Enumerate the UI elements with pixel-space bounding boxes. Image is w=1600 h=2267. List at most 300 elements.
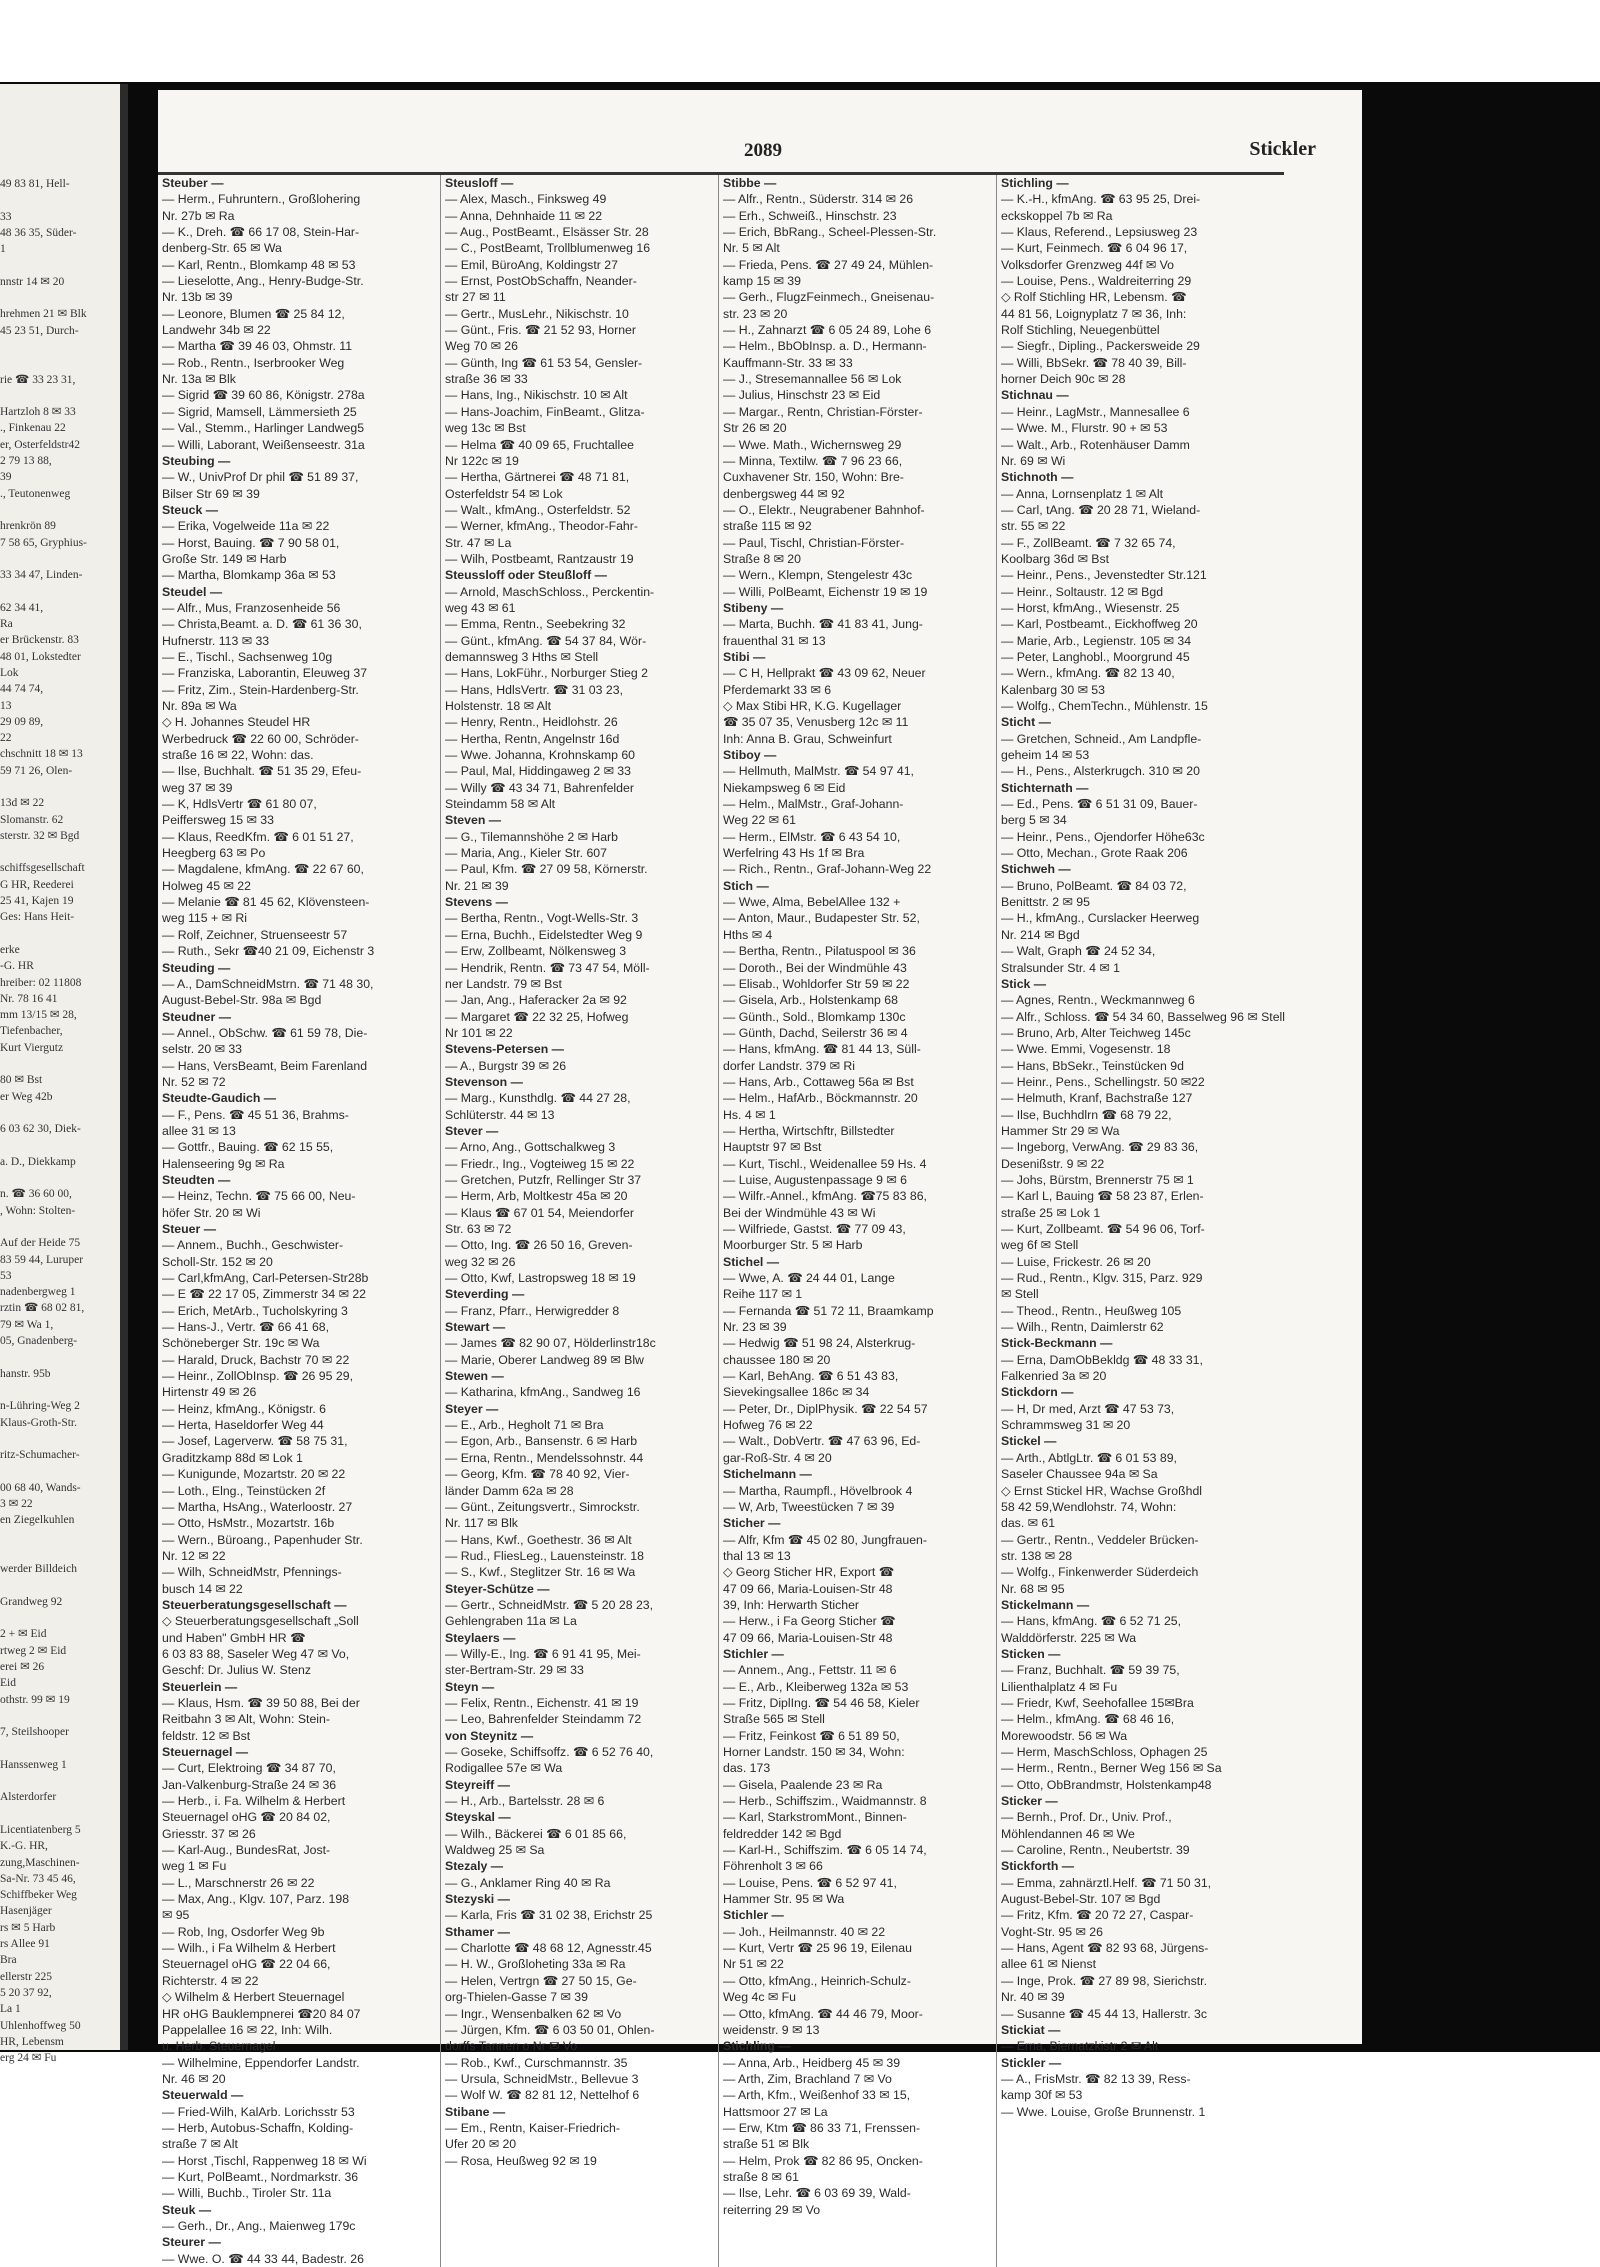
directory-line: kamp 15 ✉ 39 bbox=[723, 274, 801, 289]
directory-line: — Heinz, kfmAng., Königstr. 6 bbox=[162, 1401, 327, 1416]
directory-line: — Ingr., Wensenbalken 62 ✉ Vo bbox=[445, 2006, 622, 2021]
directory-line: — Hans-Joachim, FinBeamt., Glitza- bbox=[445, 404, 645, 419]
directory-line: — Helm., kfmAng. ☎ 68 46 16, bbox=[1001, 1712, 1175, 1727]
directory-line: Nr. 69 ✉ Wi bbox=[1001, 453, 1066, 468]
directory-line: — Hans, kfmAng. ☎ 81 44 13, Süll- bbox=[723, 1042, 921, 1057]
directory-line: — Maria, Ang., Kieler Str. 607 bbox=[445, 846, 607, 861]
surname-heading: Stevens — bbox=[445, 895, 508, 910]
directory-line: — Bertha, Rentn., Vogt-Wells-Str. 3 bbox=[445, 911, 639, 926]
directory-line: — Martha ☎ 39 46 03, Ohmstr. 11 bbox=[162, 339, 353, 354]
directory-line: Hths ✉ 4 bbox=[723, 927, 773, 942]
left-page-line: zung,Maschinen- bbox=[0, 1856, 80, 1869]
left-page-line: Hanssenweg 1 bbox=[0, 1758, 67, 1771]
directory-line: Nr. 68 ✉ 95 bbox=[1001, 1581, 1065, 1596]
directory-line: — Fernanda ☎ 51 72 11, Braamkamp bbox=[723, 1303, 934, 1318]
left-page-line: hreiber: 02 11808 bbox=[0, 976, 82, 989]
directory-line: Weg 70 ✉ 26 bbox=[445, 339, 518, 354]
left-page-line bbox=[0, 388, 120, 404]
left-page-line: Bra bbox=[0, 1954, 17, 1967]
surname-heading: Stewart — bbox=[445, 1320, 506, 1335]
directory-line: — Herb., i. Fa. Wilhelm & Herbert bbox=[162, 1794, 346, 1809]
left-page-line: 00 68 40, Wands- bbox=[0, 1481, 81, 1494]
directory-line: — F., ZollBeamt. ☎ 7 32 65 74, bbox=[1001, 535, 1176, 550]
left-page-line: werder Billdeich bbox=[0, 1563, 77, 1576]
running-head: Stickler bbox=[1249, 138, 1316, 160]
directory-line: — Kurt, Tischl., Weidenallee 59 Hs. 4 bbox=[723, 1156, 927, 1171]
directory-line: Hs. 4 ✉ 1 bbox=[723, 1107, 776, 1122]
left-page-line: 59 71 26, Olen- bbox=[0, 764, 73, 777]
directory-line: — Annem., Ang., Fettstr. 11 ✉ 6 bbox=[723, 1663, 897, 1678]
directory-line: Str. 47 ✉ La bbox=[445, 535, 512, 550]
directory-line: — Fritz, Feinkost ☎ 6 51 89 50, bbox=[723, 1728, 900, 1743]
directory-line: Nr. 214 ✉ Bgd bbox=[1001, 927, 1080, 942]
directory-line: — Anna, Dehnhaide 11 ✉ 22 bbox=[445, 208, 603, 223]
directory-line: — Wwe, Alma, BebelAllee 132 + bbox=[723, 895, 901, 910]
surname-heading: Stibeny — bbox=[723, 600, 784, 615]
directory-line: 6 03 83 88, Saseler Weg 47 ✉ Vo, bbox=[162, 1646, 350, 1661]
surname-heading: Stiboy — bbox=[723, 748, 777, 763]
surname-heading: Stichler — bbox=[723, 1908, 784, 1923]
left-page-line: , Wohn: Stolten- bbox=[0, 1204, 76, 1217]
directory-line: — Gertr., SchneidMstr. ☎ 5 20 28 23, bbox=[445, 1597, 654, 1612]
left-page-line: chschnitt 18 ✉ 13 bbox=[0, 748, 83, 761]
left-page-line: 2 + ✉ Eid bbox=[0, 1628, 47, 1641]
directory-line: selstr. 20 ✉ 33 bbox=[162, 1042, 243, 1057]
surname-heading: Sthamer — bbox=[445, 1924, 510, 1939]
directory-line: — Val., Stemm., Harlinger Landweg5 bbox=[162, 421, 365, 436]
surname-heading: Steubing — bbox=[162, 453, 231, 468]
directory-line: 44 81 56, Loignyplatz 7 ✉ 36, Inh: bbox=[1001, 306, 1187, 321]
directory-line: — Wwe. Math., Wichernsweg 29 bbox=[723, 437, 902, 452]
directory-line: — Herw., i Fa Georg Sticher ☎ bbox=[723, 1614, 896, 1629]
left-page-line: Uhlenhoffweg 50 bbox=[0, 2019, 81, 2032]
directory-line: — Erh., Schweiß., Hinschstr. 23 bbox=[723, 208, 897, 223]
left-page-line: Grandweg 92 bbox=[0, 1595, 63, 1608]
directory-line: Hattsmoor 27 ✉ La bbox=[723, 2104, 828, 2119]
directory-line: chaussee 180 ✉ 20 bbox=[723, 1352, 831, 1367]
directory-column-1 bbox=[162, 175, 432, 2267]
directory-line: — Hertha, Gärtnerei ☎ 48 71 81, bbox=[445, 470, 630, 485]
directory-line: feldredder 142 ✉ Bgd bbox=[723, 1826, 842, 1841]
directory-line: — Hans, Agent ☎ 82 93 68, Jürgens- bbox=[1001, 1941, 1209, 1956]
directory-line: — Hans, VersBeamt, Beim Farenland bbox=[162, 1058, 368, 1073]
directory-line: Osterfeldstr 54 ✉ Lok bbox=[445, 486, 563, 501]
directory-line: — Willi, Laborant, Weißenseestr. 31a bbox=[162, 437, 365, 452]
directory-line: Benittstr. 2 ✉ 95 bbox=[1001, 895, 1090, 910]
surname-heading: Stezaly — bbox=[445, 1859, 504, 1874]
directory-line: HR oHG Bauklempnerei ☎20 84 07 bbox=[162, 2006, 361, 2021]
directory-line: — Wwe, A. ☎ 24 44 01, Lange bbox=[723, 1271, 895, 1286]
surname-heading: Stichler — bbox=[723, 1646, 784, 1661]
directory-line: — C., PostBeamt, Trollblumenweg 16 bbox=[445, 241, 651, 256]
directory-line: eckskoppel 7b ✉ Ra bbox=[1001, 208, 1113, 223]
left-page-line: Nr. 78 16 41 bbox=[0, 992, 58, 1005]
surname-heading: Stezyski — bbox=[445, 1892, 510, 1907]
directory-line: — W, Arb, Tweestücken 7 ✉ 39 bbox=[723, 1499, 895, 1514]
directory-line: — Helm., MalMstr., Graf-Johann- bbox=[723, 797, 904, 812]
directory-line: — Günt., Zeitungsvertr., Simrockstr. bbox=[445, 1499, 640, 1514]
business-entry: ◇ Max Stibi HR, K.G. Kugellager bbox=[723, 699, 902, 713]
directory-line: — Fritz, Kfm. ☎ 20 72 27, Caspar- bbox=[1001, 1908, 1194, 1923]
directory-line: Holstenstr. 18 ✉ Alt bbox=[445, 699, 551, 713]
left-page-line: 48 01, Lokstedter bbox=[0, 650, 81, 663]
directory-line: — Franz, Buchhalt. ☎ 59 39 75, bbox=[1001, 1663, 1180, 1678]
left-page-text bbox=[0, 84, 120, 2066]
directory-line: — Karl, Postbeamt., Eickhoffweg 20 bbox=[1001, 617, 1198, 632]
directory-line: — Karl L, Bauing ☎ 58 23 87, Erlen- bbox=[1001, 1189, 1204, 1204]
left-page-line: Hartzloh 8 ✉ 33 bbox=[0, 406, 76, 419]
directory-line: u. Herb. Steuernagel bbox=[162, 2039, 276, 2054]
directory-line: ster-Bertram-Str. 29 ✉ 33 bbox=[445, 1663, 584, 1678]
surname-heading: Sticher — bbox=[723, 1516, 781, 1531]
directory-line: — Herm., ElMstr. ☎ 6 43 54 10, bbox=[723, 829, 901, 844]
directory-line: — Martha, HsAng., Waterloostr. 27 bbox=[162, 1499, 353, 1514]
directory-line: Bilser Str 69 ✉ 39 bbox=[162, 486, 260, 501]
surname-heading: Sticht — bbox=[1001, 715, 1051, 730]
directory-line: — Christa,Beamt. a. D. ☎ 61 36 30, bbox=[162, 617, 362, 632]
surname-heading: Stick-Beckmann — bbox=[1001, 1336, 1113, 1351]
left-page-line: 80 ✉ Bst bbox=[0, 1074, 43, 1087]
directory-line: — Erw, Ktm ☎ 86 33 71, Frenssen- bbox=[723, 2120, 921, 2135]
directory-line: — Wilh., i Fa Wilhelm & Herbert bbox=[162, 1941, 336, 1956]
directory-line: Nr. 52 ✉ 72 bbox=[162, 1074, 226, 1089]
directory-line: — Otto, Mechan., Grote Raak 206 bbox=[1001, 846, 1188, 861]
left-page-line: G HR, Reederei bbox=[0, 878, 74, 891]
directory-line: — Sigrid, Mamsell, Lämmersieth 25 bbox=[162, 404, 357, 419]
surname-heading: Steyer-Schütze — bbox=[445, 1581, 550, 1596]
directory-line: — Elisab., Wohldorfer Str 59 ✉ 22 bbox=[723, 976, 910, 991]
left-page-line bbox=[0, 1105, 120, 1121]
directory-line: straße 16 ✉ 22, Wohn: das. bbox=[162, 748, 314, 763]
directory-line: — Herm, Arb, Moltkestr 45a ✉ 20 bbox=[445, 1189, 628, 1204]
directory-line: — Otto, kfmAng. ☎ 44 46 79, Moor- bbox=[723, 2006, 923, 2021]
left-page-line: 25 41, Kajen 19 bbox=[0, 895, 74, 908]
directory-line: — Margar., Rentn, Christian-Förster- bbox=[723, 404, 923, 419]
left-page-line: 13d ✉ 22 bbox=[0, 797, 45, 810]
surname-heading: Steuck — bbox=[162, 502, 219, 517]
directory-line: — H., kfmAng., Curslacker Heerweg bbox=[1001, 911, 1200, 926]
directory-line: Nr. 23 ✉ 39 bbox=[723, 1320, 787, 1335]
directory-line: weg 32 ✉ 26 bbox=[445, 1254, 516, 1269]
directory-line: 58 42 59,Wendlohstr. 74, Wohn: bbox=[1001, 1499, 1177, 1514]
directory-line: — Emma, Rentn., Seebekring 32 bbox=[445, 617, 626, 632]
directory-line: — Hans, kfmAng. ☎ 6 52 71 25, bbox=[1001, 1614, 1182, 1629]
directory-line: — A., FrisMstr. ☎ 82 13 39, Ress- bbox=[1001, 2071, 1191, 2086]
directory-line: — Klaus, Referend., Lepsiusweg 23 bbox=[1001, 225, 1198, 240]
directory-line: Steuernagel oHG ☎ 22 04 66, bbox=[162, 1957, 331, 1972]
directory-line: — Martha, Blomkamp 36a ✉ 53 bbox=[162, 568, 336, 583]
directory-column-2 bbox=[440, 175, 710, 2267]
directory-line: Inh: Anna B. Grau, Schweinfurt bbox=[723, 731, 892, 746]
left-page-line: er, Osterfeldstr42 bbox=[0, 438, 81, 451]
directory-line: Bei der Windmühle 43 ✉ Wi bbox=[723, 1205, 876, 1220]
directory-line: — Klaus ☎ 67 01 54, Meiendorfer bbox=[445, 1205, 634, 1220]
directory-line: Niekampsweg 6 ✉ Eid bbox=[723, 780, 846, 795]
directory-line: — Martha, Raumpfl., Hövelbrook 4 bbox=[723, 1483, 913, 1498]
left-page-line: 7 58 65, Gryphius- bbox=[0, 536, 87, 549]
directory-line: — Wilh, Postbeamt, Rantzaustr 19 bbox=[445, 551, 634, 566]
directory-line: — Inge, Prok. ☎ 27 89 98, Sierichstr. bbox=[1001, 1973, 1208, 1988]
directory-line: länder Damm 62a ✉ 28 bbox=[445, 1483, 574, 1498]
directory-line: straße 51 ✉ Blk bbox=[723, 2137, 810, 2152]
left-page-line: 79 ✉ Wa 1, bbox=[0, 1318, 54, 1331]
directory-line: Hauptstr 97 ✉ Bst bbox=[723, 1140, 822, 1155]
directory-line: — Marg., Kunsthdlg. ☎ 44 27 28, bbox=[445, 1091, 631, 1106]
surname-heading: Stickel — bbox=[1001, 1434, 1057, 1449]
directory-line: — Erna, Biernatzkistr 2 ✉ Alt bbox=[1001, 2039, 1159, 2054]
directory-line: Nr. 12 ✉ 22 bbox=[162, 1548, 226, 1563]
left-page-line: Kurt Viergutz bbox=[0, 1041, 64, 1054]
directory-line: — Susanne ☎ 45 44 13, Hallerstr. 3c bbox=[1001, 2006, 1208, 2021]
directory-line: — Rolf, Zeichner, Struenseestr 57 bbox=[162, 927, 348, 942]
directory-line: Halenseering 9g ✉ Ra bbox=[162, 1156, 285, 1171]
left-page-line: erg 24 ✉ Fu bbox=[0, 2052, 57, 2065]
directory-line: — Fritz, Zim., Stein-Hardenberg-Str. bbox=[162, 682, 359, 697]
directory-line: — Karl, Rentn., Blomkamp 48 ✉ 53 bbox=[162, 257, 356, 272]
directory-line: Steindamm 58 ✉ Alt bbox=[445, 797, 556, 812]
directory-line: — Willi, PolBeamt, Eichenstr 19 ✉ 19 bbox=[723, 584, 928, 599]
directory-line: Cuxhavener Str. 150, Wohn: Bre- bbox=[723, 470, 904, 485]
directory-line: Volksdorfer Grenzweg 44f ✉ Vo bbox=[1001, 257, 1174, 272]
directory-page bbox=[158, 90, 1362, 2266]
directory-line: — Alex, Masch., Finksweg 49 bbox=[445, 192, 607, 207]
directory-line: Geschf: Dr. Julius W. Stenz bbox=[162, 1663, 311, 1678]
directory-line: — Hans, HdlsVertr. ☎ 31 03 23, bbox=[445, 682, 623, 697]
directory-line: — Erna, Buchh., Eidelstedter Weg 9 bbox=[445, 927, 643, 942]
left-page-line bbox=[0, 1431, 120, 1447]
directory-line: — Karl-H., Schiffszim. ☎ 6 05 14 74, bbox=[723, 1843, 927, 1858]
surname-heading: Steuerwald — bbox=[162, 2088, 244, 2103]
directory-line: — Karla, Fris ☎ 31 02 38, Erichstr 25 bbox=[445, 1908, 653, 1923]
directory-line: — Wwe. Louise, Große Brunnenstr. 1 bbox=[1001, 2104, 1206, 2119]
directory-line: — Arno, Ang., Gottschalkweg 3 bbox=[445, 1140, 616, 1155]
directory-line: — Louise, Pens. ☎ 6 52 97 41, bbox=[723, 1875, 897, 1890]
directory-line: Nr. 27b ✉ Ra bbox=[162, 208, 235, 223]
directory-line: — Goseke, Schiffsoffz. ☎ 6 52 76 40, bbox=[445, 1745, 654, 1759]
directory-columns bbox=[162, 175, 1285, 2266]
directory-line: — Marie, Arb., Legienstr. 105 ✉ 34 bbox=[1001, 633, 1192, 648]
surname-heading: Steudte-Gaudich — bbox=[162, 1091, 277, 1106]
directory-line: — Wilh, SchneidMstr, Pfennings- bbox=[162, 1565, 342, 1580]
directory-line: Horner Landstr. 150 ✉ 34, Wohn: bbox=[723, 1745, 905, 1759]
surname-heading: Steusloff — bbox=[445, 176, 514, 190]
left-page-line: Schiffbeker Weg bbox=[0, 1889, 77, 1902]
directory-line: — Marta, Buchh. ☎ 41 83 41, Jung- bbox=[723, 617, 923, 632]
directory-line: — Hans-J., Vertr. ☎ 66 41 68, bbox=[162, 1320, 330, 1335]
directory-line: — Otto, ObBrandmstr, Holstenkamp48 bbox=[1001, 1777, 1212, 1792]
directory-line: — Arth., AbtlgLtr. ☎ 6 01 53 89, bbox=[1001, 1450, 1177, 1465]
left-page-line: a. D., Diekkamp bbox=[0, 1155, 76, 1168]
directory-line: demannsweg 3 Hths ✉ Stell bbox=[445, 649, 599, 664]
left-page-line bbox=[0, 1741, 120, 1757]
directory-line: — Kurt, PolBeamt., Nordmarkstr. 36 bbox=[162, 2169, 359, 2184]
directory-line: Nr 51 ✉ 22 bbox=[723, 1957, 784, 1972]
directory-line: — Wern., Klempn, Stengelestr 43c bbox=[723, 568, 913, 583]
directory-line: — Felix, Rentn., Eichenstr. 41 ✉ 19 bbox=[445, 1695, 639, 1710]
left-page-line: ellerstr 225 bbox=[0, 1970, 53, 1983]
business-entry: ◇ Wilhelm & Herbert Steuernagel bbox=[162, 1990, 345, 2005]
directory-line: — Paul, Tischl, Christian-Förster- bbox=[723, 535, 905, 550]
surname-heading: Stichternath — bbox=[1001, 780, 1089, 795]
business-entry: ◇ Rolf Stichling HR, Lebensm. ☎ bbox=[1001, 290, 1187, 305]
left-page-line: ., Finkenau 22 bbox=[0, 422, 66, 435]
left-page-line: rs Allee 91 bbox=[0, 1938, 50, 1951]
directory-line: — Jürgen, Kfm. ☎ 6 03 50 01, Ohlen- bbox=[445, 2022, 655, 2037]
directory-line: — Paul, Mal, Hiddingaweg 2 ✉ 33 bbox=[445, 764, 631, 779]
directory-line: Nr. 89a ✉ Wa bbox=[162, 699, 237, 713]
directory-line: — Curt, Elektroing ☎ 34 87 70, bbox=[162, 1761, 336, 1776]
directory-line: — Hertha, Rentn, Angelnstr 16d bbox=[445, 731, 620, 746]
directory-line: weg 37 ✉ 39 bbox=[162, 780, 233, 795]
directory-line: dorfer Landstr. 379 ✉ Ri bbox=[723, 1058, 855, 1073]
surname-heading: Sticker — bbox=[1001, 1794, 1058, 1809]
directory-line: — Klaus, ReedKfm. ☎ 6 01 51 27, bbox=[162, 829, 354, 844]
directory-line: — Horst, Bauing. ☎ 7 90 58 01, bbox=[162, 535, 340, 550]
directory-line: — Hertha, Wirtschftr, Billstedter bbox=[723, 1123, 895, 1138]
directory-line: — Otto, kfmAng., Heinrich-Schulz- bbox=[723, 1973, 911, 1988]
left-page-line: 45 23 51, Durch- bbox=[0, 324, 79, 337]
directory-line: Nr. 13a ✉ Blk bbox=[162, 372, 236, 387]
directory-line: — Kurt, Zollbeamt. ☎ 54 96 06, Torf- bbox=[1001, 1222, 1205, 1236]
directory-line: — Heinr., Pens., Schellingstr. 50 ✉22 bbox=[1001, 1074, 1205, 1089]
directory-line: — Hellmuth, MalMstr. ☎ 54 97 41, bbox=[723, 764, 914, 779]
directory-line: — Helm, Prok ☎ 82 86 95, Oncken- bbox=[723, 2153, 923, 2168]
directory-line: — Carl, tAng. ☎ 20 28 71, Wieland- bbox=[1001, 502, 1201, 517]
left-page-line bbox=[0, 1578, 120, 1594]
directory-line: weg 6f ✉ Stell bbox=[1001, 1238, 1079, 1253]
surname-heading: Stewen — bbox=[445, 1369, 504, 1384]
directory-line: — Bruno, PolBeamt. ☎ 84 03 72, bbox=[1001, 878, 1187, 893]
directory-line: — Hans, Kwf., Goethestr. 36 ✉ Alt bbox=[445, 1532, 632, 1547]
surname-heading: Stibane — bbox=[445, 2104, 506, 2119]
directory-line: Landwehr 34b ✉ 22 bbox=[162, 323, 271, 338]
directory-line: — Heinr., Soltaustr. 12 ✉ Bgd bbox=[1001, 584, 1164, 599]
directory-line: str. 23 ✉ 20 bbox=[723, 306, 788, 321]
left-page-line: hanstr. 95b bbox=[0, 1367, 51, 1380]
directory-line: — Erika, Vogelweide 11a ✉ 22 bbox=[162, 519, 330, 534]
left-page-line bbox=[0, 583, 120, 599]
directory-line: Waldweg 25 ✉ Sa bbox=[445, 1843, 545, 1858]
surname-heading: Steuerberatungsgesellschaft — bbox=[162, 1597, 347, 1612]
surname-heading: Stichnau — bbox=[1001, 388, 1069, 403]
directory-line: — Anna, Lornsenplatz 1 ✉ Alt bbox=[1001, 486, 1164, 501]
directory-line: Möhlendannen 46 ✉ We bbox=[1001, 1826, 1135, 1841]
directory-line: — Herb, Autobus-Schaffn, Kolding- bbox=[162, 2120, 354, 2135]
left-page-line: 3 ✉ 22 bbox=[0, 1498, 33, 1511]
directory-line: Weg 4c ✉ Fu bbox=[723, 1990, 796, 2005]
directory-line: weg 1 ✉ Fu bbox=[162, 1859, 227, 1874]
directory-line: — Egon, Arb., Bansenstr. 6 ✉ Harb bbox=[445, 1434, 638, 1449]
left-page-line: Tiefenbacher, bbox=[0, 1025, 63, 1038]
left-page-line: Ra bbox=[0, 618, 13, 631]
directory-line: ✉ Stell bbox=[1001, 1287, 1039, 1302]
directory-line: Holweg 45 ✉ 22 bbox=[162, 878, 251, 893]
directory-line: — Arth, Zim, Brachland 7 ✉ Vo bbox=[723, 2071, 892, 2086]
directory-line: — Willi, BbSekr. ☎ 78 40 39, Bill- bbox=[1001, 355, 1187, 370]
directory-line: Nr. 40 ✉ 39 bbox=[1001, 1990, 1065, 2005]
left-page-line: 39 bbox=[0, 471, 12, 484]
directory-line: — Ilse, Buchhalt. ☎ 51 35 29, Efeu- bbox=[162, 764, 362, 779]
directory-line: — G., Anklamer Ring 40 ✉ Ra bbox=[445, 1875, 611, 1890]
left-page-line: hrenkrön 89 bbox=[0, 520, 56, 533]
left-page-line bbox=[0, 1349, 120, 1365]
directory-line: Pferdemarkt 33 ✉ 6 bbox=[723, 682, 832, 697]
directory-line: — Ernst, PostObSchaffn, Neander- bbox=[445, 274, 637, 289]
directory-line: — Erich, BbRang., Scheel-Plessen-Str. bbox=[723, 225, 937, 240]
directory-line: Straße 565 ✉ Stell bbox=[723, 1712, 825, 1727]
directory-line: das. ✉ 61 bbox=[1001, 1516, 1056, 1531]
directory-line: Scholl-Str. 152 ✉ 20 bbox=[162, 1254, 273, 1269]
directory-line: — Gertr., MusLehr., Nikischstr. 10 bbox=[445, 306, 629, 321]
left-page-line bbox=[0, 1056, 120, 1072]
directory-line: — Gretchen, Schneid., Am Landpfle- bbox=[1001, 731, 1202, 746]
directory-line: — H., Arb., Bartelsstr. 28 ✉ 6 bbox=[445, 1794, 605, 1809]
directory-line: Schöneberger Str. 19c ✉ Wa bbox=[162, 1336, 320, 1351]
directory-line: — Carl,kfmAng, Carl-Petersen-Str28b bbox=[162, 1271, 369, 1286]
left-page-line: mm 13/15 ✉ 28, bbox=[0, 1009, 77, 1022]
left-page-line: nnstr 14 ✉ 20 bbox=[0, 275, 65, 288]
directory-line: — Günt., kfmAng. ☎ 54 37 84, Wör- bbox=[445, 633, 647, 648]
directory-line: Lilienthalplatz 4 ✉ Fu bbox=[1001, 1679, 1118, 1694]
directory-column-3 bbox=[718, 175, 988, 2267]
left-page-line: ., Teutonenweg bbox=[0, 487, 71, 500]
directory-line: — Sigrid ☎ 39 60 86, Königstr. 278a bbox=[162, 388, 365, 403]
directory-line: Werfelring 43 Hs 1f ✉ Bra bbox=[723, 846, 865, 861]
directory-line: — Gretchen, Putzfr, Rellinger Str 37 bbox=[445, 1172, 642, 1187]
directory-line: Schrammsweg 31 ✉ 20 bbox=[1001, 1418, 1131, 1433]
directory-line: — Hedwig ☎ 51 98 24, Alsterkrug- bbox=[723, 1336, 916, 1351]
directory-line: — Luise, Augustenpassage 9 ✉ 6 bbox=[723, 1172, 907, 1187]
directory-line: — Emil, BüroAng, Koldingstr 27 bbox=[445, 257, 618, 272]
left-page-line bbox=[0, 257, 120, 273]
left-page-line: 13 bbox=[0, 699, 12, 712]
directory-line: — Heinz, Techn. ☎ 75 66 00, Neu- bbox=[162, 1189, 356, 1204]
left-page-line: er Weg 42b bbox=[0, 1090, 53, 1103]
left-page-line: 83 59 44, Luruper bbox=[0, 1253, 84, 1266]
directory-line: — Bruno, Arb, Alter Teichweg 145c bbox=[1001, 1025, 1191, 1040]
directory-line: Sievekingsallee 186c ✉ 34 bbox=[723, 1385, 870, 1400]
directory-line: — Günth, Ing ☎ 61 53 54, Gensler- bbox=[445, 355, 643, 370]
directory-line: geheim 14 ✉ 53 bbox=[1001, 748, 1090, 763]
surname-heading: Steuber — bbox=[162, 176, 224, 190]
directory-line: — Wwe. M., Flurstr. 90 + ✉ 53 bbox=[1001, 421, 1168, 436]
directory-line: — Fried-Wilh, KalArb. Lorichsstr 53 bbox=[162, 2104, 355, 2119]
directory-line: — Kunigunde, Mozartstr. 20 ✉ 22 bbox=[162, 1467, 346, 1482]
directory-line: straße 36 ✉ 33 bbox=[445, 372, 528, 387]
directory-line: höfer Str. 20 ✉ Wi bbox=[162, 1205, 261, 1220]
directory-line: — Em., Rentn, Kaiser-Friedrich- bbox=[445, 2120, 620, 2135]
surname-heading: Steurer — bbox=[162, 2235, 221, 2250]
directory-line: und Haben" GmbH HR ☎ bbox=[162, 1630, 306, 1645]
directory-line: Hufnerstr. 113 ✉ 33 bbox=[162, 633, 270, 648]
directory-line: Schlüterstr. 44 ✉ 13 bbox=[445, 1107, 555, 1122]
directory-line: — Agnes, Rentn., Weckmannweg 6 bbox=[1001, 993, 1195, 1008]
directory-line: — Arnold, MaschSchloss., Perckentin- bbox=[445, 584, 655, 599]
directory-line: Nr. 117 ✉ Blk bbox=[445, 1516, 518, 1531]
directory-line: Nr. 21 ✉ 39 bbox=[445, 878, 509, 893]
left-page-line bbox=[0, 1806, 120, 1822]
directory-line: — Friedr., Ing., Vogteiweg 15 ✉ 22 bbox=[445, 1156, 635, 1171]
directory-line: Nr. 5 ✉ Alt bbox=[723, 241, 780, 256]
directory-line: — Otto, Ing. ☎ 26 50 16, Greven- bbox=[445, 1238, 633, 1253]
directory-line: — Hans, LokFühr., Norburger Stieg 2 bbox=[445, 666, 648, 681]
directory-line: — Heinr., Pens., Ojendorfer Höhe63c bbox=[1001, 829, 1205, 844]
directory-line: — Wolfg., ChemTechn., Mühlenstr. 15 bbox=[1001, 699, 1208, 713]
left-page-line: rztin ☎ 68 02 81, bbox=[0, 1302, 85, 1315]
directory-line: weg 43 ✉ 61 bbox=[445, 600, 516, 615]
directory-line: — Rob, Ing, Osdorfer Weg 9b bbox=[162, 1924, 325, 1939]
left-page-line: Hasenjäger bbox=[0, 1905, 52, 1918]
